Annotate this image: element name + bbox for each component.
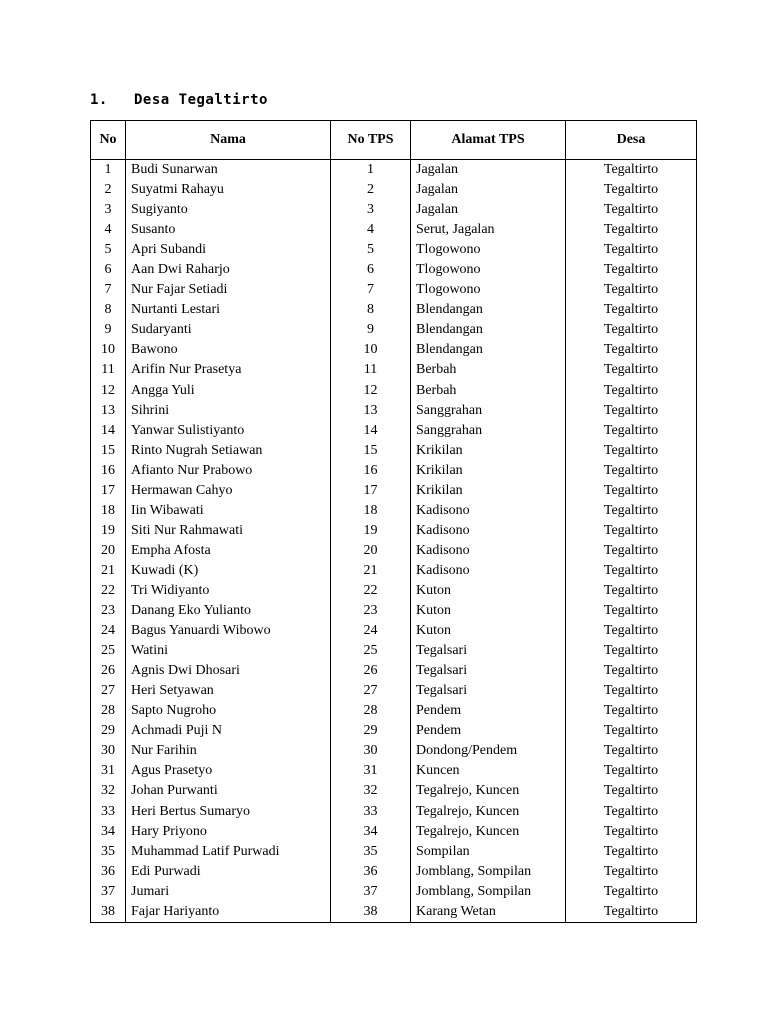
cell-desa: Tegaltirto — [566, 441, 697, 461]
cell-alamat-tps: Jagalan — [411, 160, 566, 181]
cell-no: 24 — [91, 621, 126, 641]
cell-nama: Danang Eko Yulianto — [126, 601, 331, 621]
table-row — [91, 701, 697, 721]
table-row — [91, 681, 697, 701]
cell-no-tps: 14 — [331, 421, 411, 441]
cell-no-tps: 11 — [331, 360, 411, 380]
cell-no-tps: 33 — [331, 802, 411, 822]
cell-alamat-tps: Kadisono — [411, 561, 566, 581]
cell-alamat-tps: Jagalan — [411, 180, 566, 200]
cell-no-tps: 37 — [331, 882, 411, 902]
cell-no: 14 — [91, 421, 126, 441]
table-row — [91, 781, 697, 801]
cell-no: 16 — [91, 461, 126, 481]
cell-nama: Apri Subandi — [126, 240, 331, 260]
cell-desa: Tegaltirto — [566, 882, 697, 902]
cell-no-tps: 29 — [331, 721, 411, 741]
section-number: 1. — [90, 92, 108, 108]
cell-no: 19 — [91, 521, 126, 541]
table-row — [91, 200, 697, 220]
cell-nama: Sapto Nugroho — [126, 701, 331, 721]
header-alamat-tps: Alamat TPS — [411, 121, 566, 160]
cell-no-tps: 13 — [331, 401, 411, 421]
table-row — [91, 641, 697, 661]
cell-no-tps: 19 — [331, 521, 411, 541]
cell-no: 30 — [91, 741, 126, 761]
cell-no-tps: 38 — [331, 902, 411, 923]
cell-no-tps: 34 — [331, 822, 411, 842]
cell-alamat-tps: Tlogowono — [411, 280, 566, 300]
cell-alamat-tps: Sompilan — [411, 842, 566, 862]
table-row — [91, 661, 697, 681]
cell-desa: Tegaltirto — [566, 200, 697, 220]
cell-no-tps: 26 — [331, 661, 411, 681]
cell-desa: Tegaltirto — [566, 180, 697, 200]
cell-nama: Kuwadi (K) — [126, 561, 331, 581]
table-body — [91, 160, 697, 923]
table-row — [91, 802, 697, 822]
cell-nama: Hermawan Cahyo — [126, 481, 331, 501]
cell-desa: Tegaltirto — [566, 501, 697, 521]
cell-nama: Hary Priyono — [126, 822, 331, 842]
cell-desa: Tegaltirto — [566, 761, 697, 781]
cell-no-tps: 9 — [331, 320, 411, 340]
cell-no: 9 — [91, 320, 126, 340]
cell-alamat-tps: Krikilan — [411, 481, 566, 501]
cell-no-tps: 35 — [331, 842, 411, 862]
cell-nama: Rinto Nugrah Setiawan — [126, 441, 331, 461]
cell-alamat-tps: Tegalsari — [411, 681, 566, 701]
cell-nama: Achmadi Puji N — [126, 721, 331, 741]
cell-nama: Nur Fajar Setiadi — [126, 280, 331, 300]
cell-no-tps: 28 — [331, 701, 411, 721]
cell-alamat-tps: Tlogowono — [411, 240, 566, 260]
cell-no-tps: 22 — [331, 581, 411, 601]
cell-desa: Tegaltirto — [566, 481, 697, 501]
cell-no-tps: 15 — [331, 441, 411, 461]
section-title: Desa Tegaltirto — [134, 92, 268, 108]
cell-no-tps: 12 — [331, 381, 411, 401]
header-no-tps: No TPS — [331, 121, 411, 160]
cell-desa: Tegaltirto — [566, 902, 697, 923]
cell-no-tps: 1 — [331, 160, 411, 181]
cell-nama: Sihrini — [126, 401, 331, 421]
cell-desa: Tegaltirto — [566, 701, 697, 721]
cell-no-tps: 20 — [331, 541, 411, 561]
table-row — [91, 621, 697, 641]
cell-no: 23 — [91, 601, 126, 621]
cell-nama: Watini — [126, 641, 331, 661]
cell-no-tps: 21 — [331, 561, 411, 581]
cell-desa: Tegaltirto — [566, 240, 697, 260]
cell-nama: Heri Bertus Sumaryo — [126, 802, 331, 822]
cell-no: 33 — [91, 802, 126, 822]
cell-no: 4 — [91, 220, 126, 240]
cell-alamat-tps: Jagalan — [411, 200, 566, 220]
cell-desa: Tegaltirto — [566, 160, 697, 181]
table-row — [91, 902, 697, 923]
cell-desa: Tegaltirto — [566, 842, 697, 862]
table-row — [91, 521, 697, 541]
cell-desa: Tegaltirto — [566, 280, 697, 300]
cell-no: 1 — [91, 160, 126, 181]
cell-nama: Nur Farihin — [126, 741, 331, 761]
cell-nama: Tri Widiyanto — [126, 581, 331, 601]
cell-alamat-tps: Berbah — [411, 360, 566, 380]
cell-desa: Tegaltirto — [566, 862, 697, 882]
cell-nama: Sugiyanto — [126, 200, 331, 220]
cell-no: 22 — [91, 581, 126, 601]
cell-no: 2 — [91, 180, 126, 200]
table-row — [91, 360, 697, 380]
cell-alamat-tps: Tlogowono — [411, 260, 566, 280]
table-row — [91, 581, 697, 601]
cell-alamat-tps: Tegalsari — [411, 661, 566, 681]
cell-alamat-tps: Kuton — [411, 621, 566, 641]
cell-no: 11 — [91, 360, 126, 380]
cell-nama: Agnis Dwi Dhosari — [126, 661, 331, 681]
cell-no-tps: 25 — [331, 641, 411, 661]
cell-nama: Angga Yuli — [126, 381, 331, 401]
table-row — [91, 741, 697, 761]
cell-no: 6 — [91, 260, 126, 280]
cell-nama: Edi Purwadi — [126, 862, 331, 882]
cell-alamat-tps: Tegalrejo, Kuncen — [411, 781, 566, 801]
cell-no: 13 — [91, 401, 126, 421]
cell-no-tps: 3 — [331, 200, 411, 220]
cell-alamat-tps: Sanggrahan — [411, 421, 566, 441]
cell-alamat-tps: Tegalrejo, Kuncen — [411, 822, 566, 842]
cell-no-tps: 2 — [331, 180, 411, 200]
table-row — [91, 561, 697, 581]
table-row — [91, 220, 697, 240]
cell-nama: Fajar Hariyanto — [126, 902, 331, 923]
cell-no: 5 — [91, 240, 126, 260]
cell-nama: Sudaryanti — [126, 320, 331, 340]
cell-nama: Agus Prasetyo — [126, 761, 331, 781]
cell-alamat-tps: Berbah — [411, 381, 566, 401]
cell-no-tps: 16 — [331, 461, 411, 481]
table-row — [91, 441, 697, 461]
cell-no-tps: 32 — [331, 781, 411, 801]
cell-nama: Bagus Yanuardi Wibowo — [126, 621, 331, 641]
header-nama: Nama — [126, 121, 331, 160]
cell-nama: Aan Dwi Raharjo — [126, 260, 331, 280]
cell-nama: Bawono — [126, 340, 331, 360]
cell-desa: Tegaltirto — [566, 601, 697, 621]
cell-nama: Muhammad Latif Purwadi — [126, 842, 331, 862]
table-row — [91, 461, 697, 481]
cell-alamat-tps: Dondong/Pendem — [411, 741, 566, 761]
table-row — [91, 340, 697, 360]
cell-no-tps: 7 — [331, 280, 411, 300]
cell-desa: Tegaltirto — [566, 822, 697, 842]
cell-alamat-tps: Jomblang, Sompilan — [411, 882, 566, 902]
cell-nama: Yanwar Sulistiyanto — [126, 421, 331, 441]
cell-desa: Tegaltirto — [566, 260, 697, 280]
cell-no-tps: 36 — [331, 862, 411, 882]
cell-alamat-tps: Pendem — [411, 701, 566, 721]
cell-no: 28 — [91, 701, 126, 721]
cell-no-tps: 6 — [331, 260, 411, 280]
cell-desa: Tegaltirto — [566, 721, 697, 741]
cell-no: 35 — [91, 842, 126, 862]
cell-no-tps: 23 — [331, 601, 411, 621]
cell-nama: Heri Setyawan — [126, 681, 331, 701]
cell-alamat-tps: Kadisono — [411, 541, 566, 561]
cell-desa: Tegaltirto — [566, 641, 697, 661]
cell-no-tps: 17 — [331, 481, 411, 501]
cell-no: 25 — [91, 641, 126, 661]
cell-no: 27 — [91, 681, 126, 701]
cell-nama: Nurtanti Lestari — [126, 300, 331, 320]
cell-desa: Tegaltirto — [566, 741, 697, 761]
cell-alamat-tps: Blendangan — [411, 320, 566, 340]
cell-alamat-tps: Kuton — [411, 581, 566, 601]
table-row — [91, 882, 697, 902]
cell-desa: Tegaltirto — [566, 340, 697, 360]
cell-nama: Siti Nur Rahmawati — [126, 521, 331, 541]
table-row — [91, 260, 697, 280]
table-row — [91, 862, 697, 882]
cell-desa: Tegaltirto — [566, 621, 697, 641]
cell-no: 17 — [91, 481, 126, 501]
header-no: No — [91, 121, 126, 160]
cell-desa: Tegaltirto — [566, 461, 697, 481]
cell-desa: Tegaltirto — [566, 681, 697, 701]
table-row — [91, 481, 697, 501]
cell-no-tps: 10 — [331, 340, 411, 360]
cell-no: 12 — [91, 381, 126, 401]
cell-no: 10 — [91, 340, 126, 360]
cell-alamat-tps: Pendem — [411, 721, 566, 741]
table-row — [91, 421, 697, 441]
cell-no: 31 — [91, 761, 126, 781]
cell-nama: Budi Sunarwan — [126, 160, 331, 181]
cell-no-tps: 4 — [331, 220, 411, 240]
cell-alamat-tps: Karang Wetan — [411, 902, 566, 923]
cell-desa: Tegaltirto — [566, 541, 697, 561]
table-row — [91, 721, 697, 741]
cell-desa: Tegaltirto — [566, 320, 697, 340]
cell-nama: Susanto — [126, 220, 331, 240]
cell-nama: Iin Wibawati — [126, 501, 331, 521]
table-row — [91, 180, 697, 200]
cell-alamat-tps: Blendangan — [411, 300, 566, 320]
cell-nama: Empha Afosta — [126, 541, 331, 561]
cell-desa: Tegaltirto — [566, 381, 697, 401]
cell-no-tps: 30 — [331, 741, 411, 761]
cell-no-tps: 24 — [331, 621, 411, 641]
cell-alamat-tps: Tegalrejo, Kuncen — [411, 802, 566, 822]
cell-desa: Tegaltirto — [566, 561, 697, 581]
table-row — [91, 160, 697, 181]
table-row — [91, 381, 697, 401]
cell-desa: Tegaltirto — [566, 661, 697, 681]
cell-desa: Tegaltirto — [566, 360, 697, 380]
cell-alamat-tps: Kuton — [411, 601, 566, 621]
cell-nama: Jumari — [126, 882, 331, 902]
table-row — [91, 761, 697, 781]
cell-no: 36 — [91, 862, 126, 882]
cell-alamat-tps: Krikilan — [411, 461, 566, 481]
cell-no: 7 — [91, 280, 126, 300]
cell-alamat-tps: Kuncen — [411, 761, 566, 781]
cell-no: 21 — [91, 561, 126, 581]
cell-no-tps: 27 — [331, 681, 411, 701]
table-row — [91, 822, 697, 842]
table-row — [91, 401, 697, 421]
cell-desa: Tegaltirto — [566, 802, 697, 822]
cell-no-tps: 8 — [331, 300, 411, 320]
cell-alamat-tps: Serut, Jagalan — [411, 220, 566, 240]
cell-desa: Tegaltirto — [566, 300, 697, 320]
cell-no: 32 — [91, 781, 126, 801]
header-desa: Desa — [566, 121, 697, 160]
table-row — [91, 280, 697, 300]
cell-nama: Suyatmi Rahayu — [126, 180, 331, 200]
cell-no: 34 — [91, 822, 126, 842]
cell-nama: Arifin Nur Prasetya — [126, 360, 331, 380]
cell-no: 3 — [91, 200, 126, 220]
cell-alamat-tps: Kadisono — [411, 501, 566, 521]
cell-alamat-tps: Kadisono — [411, 521, 566, 541]
cell-no: 29 — [91, 721, 126, 741]
cell-no: 18 — [91, 501, 126, 521]
cell-desa: Tegaltirto — [566, 220, 697, 240]
cell-no: 8 — [91, 300, 126, 320]
table-row — [91, 501, 697, 521]
cell-no-tps: 31 — [331, 761, 411, 781]
cell-nama: Johan Purwanti — [126, 781, 331, 801]
cell-alamat-tps: Jomblang, Sompilan — [411, 862, 566, 882]
cell-no-tps: 18 — [331, 501, 411, 521]
cell-desa: Tegaltirto — [566, 421, 697, 441]
cell-alamat-tps: Sanggrahan — [411, 401, 566, 421]
cell-no: 20 — [91, 541, 126, 561]
cell-no: 37 — [91, 882, 126, 902]
table-row — [91, 842, 697, 862]
cell-nama: Afianto Nur Prabowo — [126, 461, 331, 481]
cell-alamat-tps: Tegalsari — [411, 641, 566, 661]
table-row — [91, 601, 697, 621]
table-row — [91, 300, 697, 320]
cell-desa: Tegaltirto — [566, 581, 697, 601]
cell-alamat-tps: Krikilan — [411, 441, 566, 461]
cell-no-tps: 5 — [331, 240, 411, 260]
cell-no: 26 — [91, 661, 126, 681]
cell-no: 15 — [91, 441, 126, 461]
cell-desa: Tegaltirto — [566, 401, 697, 421]
section-heading — [90, 92, 268, 108]
table-row — [91, 240, 697, 260]
tps-table — [90, 120, 697, 923]
cell-alamat-tps: Blendangan — [411, 340, 566, 360]
cell-desa: Tegaltirto — [566, 521, 697, 541]
table-row — [91, 320, 697, 340]
table-header-row — [91, 121, 697, 160]
table-row — [91, 541, 697, 561]
cell-desa: Tegaltirto — [566, 781, 697, 801]
cell-no: 38 — [91, 902, 126, 923]
